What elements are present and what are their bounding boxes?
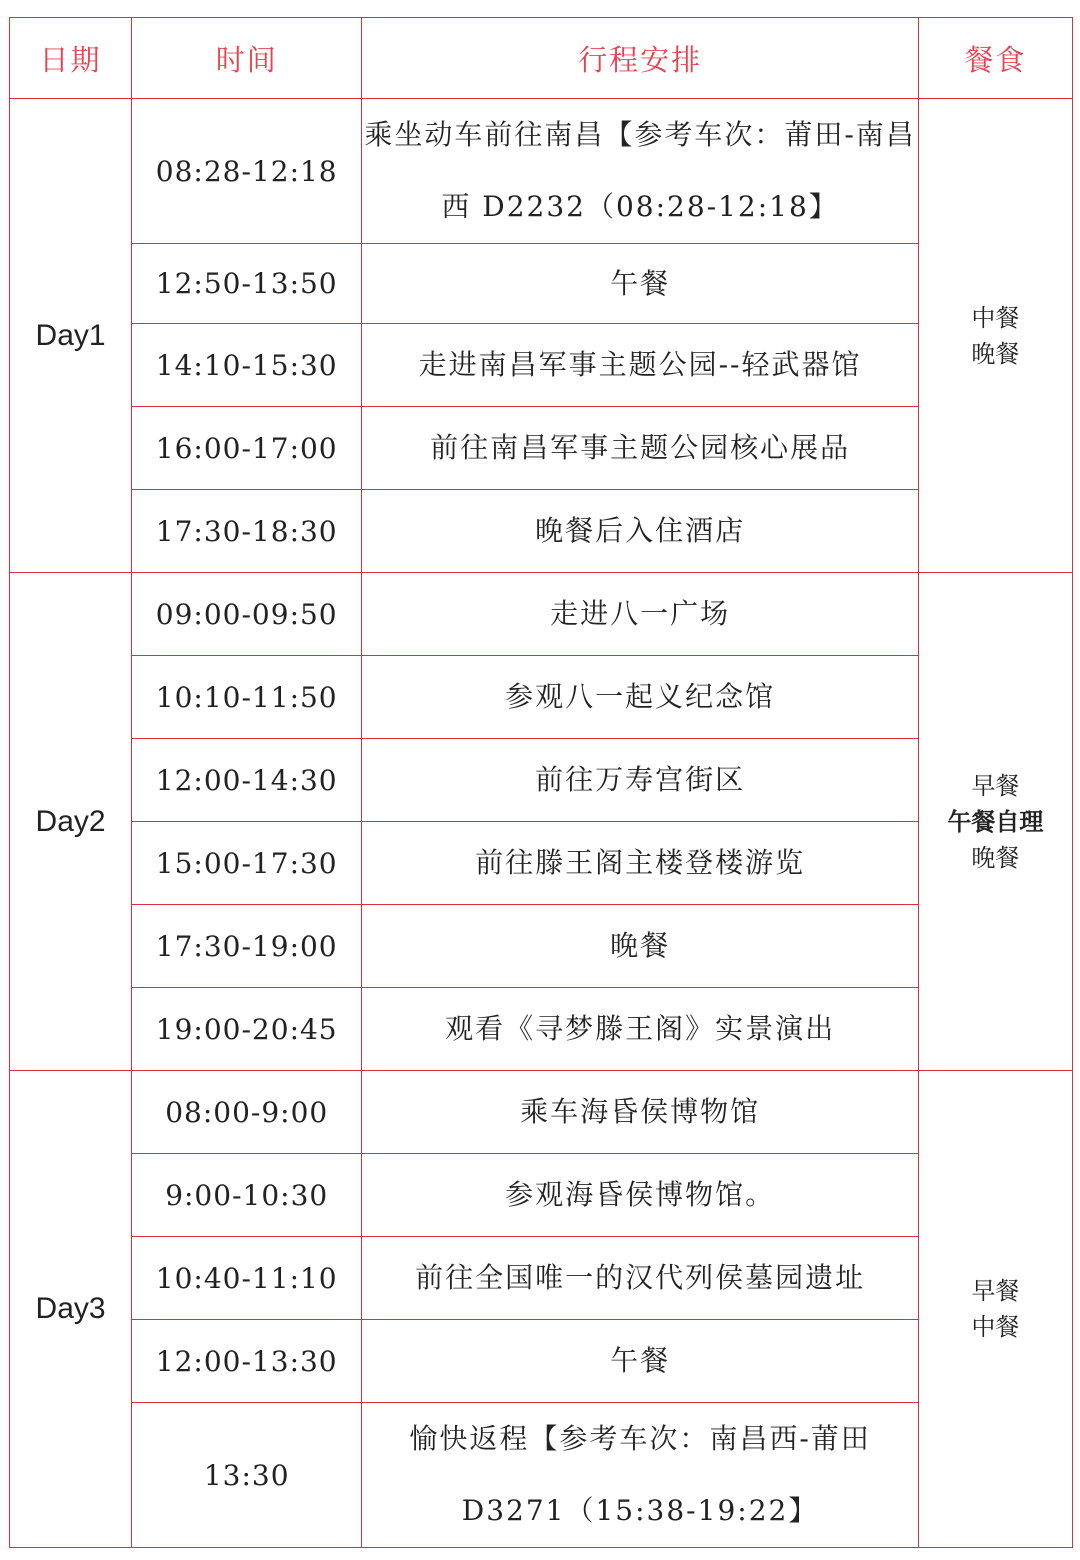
time-cell: 10:10-11:50 xyxy=(132,656,362,739)
meal-cell xyxy=(918,99,1072,573)
meal-cell xyxy=(918,1071,1072,1548)
plan-cell: 参观八一起义纪念馆 xyxy=(362,656,919,739)
header-date: 日期 xyxy=(10,18,132,99)
plan-cell: 走进八一广场 xyxy=(362,573,919,656)
table-row xyxy=(10,822,1073,905)
day-label: Day3 xyxy=(10,1071,132,1548)
plan-cell: 观看《寻梦滕王阁》实景演出 xyxy=(362,988,919,1071)
time-cell: 17:30-19:00 xyxy=(132,905,362,988)
meal-item: 早餐 xyxy=(971,771,1020,800)
meal-item: 午餐自理 xyxy=(947,806,1044,836)
table-row xyxy=(10,1154,1073,1237)
plan-cell: 午餐 xyxy=(362,1320,919,1403)
table-row xyxy=(10,988,1073,1071)
plan-cell: 乘坐动车前往南昌【参考车次：莆田-南昌西 D2232（08:28-12:18】 xyxy=(362,99,919,244)
plan-cell: 前往南昌军事主题公园核心展品 xyxy=(362,407,919,490)
time-cell: 19:00-20:45 xyxy=(132,988,362,1071)
table-row xyxy=(10,1237,1073,1320)
plan-cell: 前往全国唯一的汉代列侯墓园遗址 xyxy=(362,1237,919,1320)
plan-cell: 前往万寿宫街区 xyxy=(362,739,919,822)
time-cell: 14:10-15:30 xyxy=(132,324,362,407)
plan-cell: 愉快返程【参考车次：南昌西-莆田 D3271（15:38-19:22】 xyxy=(362,1403,919,1548)
header-row xyxy=(10,18,1073,99)
table-row xyxy=(10,244,1073,324)
plan-cell: 午餐 xyxy=(362,244,919,324)
meal-item: 晚餐 xyxy=(971,843,1020,872)
meal-cell xyxy=(918,573,1072,1071)
table-row xyxy=(10,407,1073,490)
day-label: Day2 xyxy=(10,573,132,1071)
time-cell: 13:30 xyxy=(132,1403,362,1548)
meal-item: 中餐 xyxy=(971,303,1020,332)
table-row xyxy=(10,490,1073,573)
header-time: 时间 xyxy=(132,18,362,99)
table-row xyxy=(10,905,1073,988)
schedule-body xyxy=(10,99,1073,1548)
time-cell: 10:40-11:10 xyxy=(132,1237,362,1320)
itinerary-table xyxy=(9,17,1073,1548)
day-label: Day1 xyxy=(10,99,132,573)
time-cell: 15:00-17:30 xyxy=(132,822,362,905)
meal-item: 中餐 xyxy=(971,1313,1020,1341)
table-row xyxy=(10,573,1073,656)
plan-cell: 乘车海昏侯博物馆 xyxy=(362,1071,919,1154)
time-cell: 17:30-18:30 xyxy=(132,490,362,573)
time-cell: 12:50-13:50 xyxy=(132,244,362,324)
table-row xyxy=(10,1071,1073,1154)
table-row xyxy=(10,324,1073,407)
table-row xyxy=(10,1320,1073,1403)
plan-cell: 走进南昌军事主题公园--轻武器馆 xyxy=(362,324,919,407)
header-meal: 餐食 xyxy=(918,18,1072,99)
plan-cell: 前往滕王阁主楼登楼游览 xyxy=(362,822,919,905)
meal-item: 早餐 xyxy=(971,1277,1020,1305)
table-row xyxy=(10,1403,1073,1548)
table-row xyxy=(10,739,1073,822)
time-cell: 08:28-12:18 xyxy=(132,99,362,244)
time-cell: 08:00-9:00 xyxy=(132,1071,362,1154)
time-cell: 9:00-10:30 xyxy=(132,1154,362,1237)
time-cell: 16:00-17:00 xyxy=(132,407,362,490)
table-row xyxy=(10,656,1073,739)
table-row xyxy=(10,99,1073,244)
meal-item: 晚餐 xyxy=(971,339,1020,368)
plan-cell: 晚餐后入住酒店 xyxy=(362,490,919,573)
time-cell: 12:00-13:30 xyxy=(132,1320,362,1403)
plan-cell: 参观海昏侯博物馆。 xyxy=(362,1154,919,1237)
time-cell: 09:00-09:50 xyxy=(132,573,362,656)
time-cell: 12:00-14:30 xyxy=(132,739,362,822)
plan-cell: 晚餐 xyxy=(362,905,919,988)
header-plan: 行程安排 xyxy=(362,18,919,99)
